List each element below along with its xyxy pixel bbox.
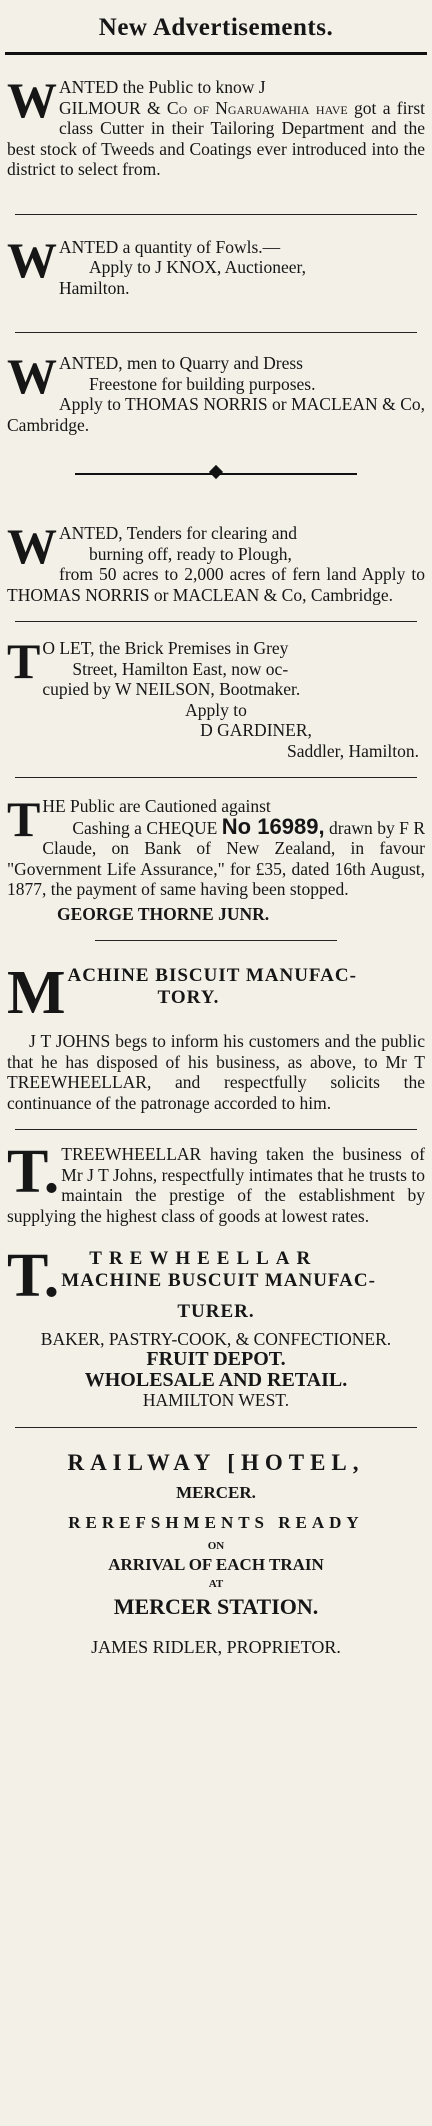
ad-line: ANTED a quantity of Fowls.— bbox=[59, 236, 281, 257]
ad-line: HE Public are Cautioned against bbox=[42, 796, 271, 816]
drop-cap: W bbox=[7, 518, 57, 574]
hotel-title: RAILWAY [HOTEL, bbox=[67, 1449, 365, 1475]
at-label: AT bbox=[208, 1577, 224, 1590]
on-label: ON bbox=[207, 1539, 225, 1552]
ad-body: drawn by F R Claude, on Bank of New Zealand, in favour "Government Life Assurance," for £35, dated 16th August, 1877, the payment of same having been stopped. bbox=[7, 817, 426, 899]
ad-heading: MACHINE BUSCUIT MANUFAC- bbox=[61, 1269, 376, 1291]
ad-line: Cashing a CHEQUE bbox=[72, 817, 218, 838]
fruit-depot: FRUIT DEPOT. bbox=[146, 1348, 286, 1370]
ad-fowls bbox=[5, 215, 427, 333]
ad-body: got a first class Cutter in their Tailoring Department and the best stock of Tweeds and Coatings ever introduced into the district to select from. bbox=[7, 97, 425, 179]
location: HAMILTON WEST. bbox=[142, 1390, 290, 1410]
ad-biscuit bbox=[5, 941, 427, 1242]
ad-line: ANTED the Public to know J bbox=[59, 77, 266, 97]
ad-hotel bbox=[5, 1428, 427, 1678]
ad-line: Apply to J KNOX, Auctioneer, bbox=[89, 257, 307, 277]
refreshments-line: REREFSHMENTS READY bbox=[68, 1512, 364, 1532]
drop-cap: M bbox=[7, 965, 66, 1019]
ad-paragraph: J T JOHNS begs to inform his customers and the public that he has disposed of his business, as above, to Mr T TREEWHEELLAR, and respectfully solicits the continuance of the patronage accorded to him. bbox=[7, 1031, 425, 1113]
drop-cap: W bbox=[7, 348, 57, 404]
ad-heading: ACHINE BISCUIT MANUFAC- bbox=[67, 965, 357, 986]
drop-cap: T bbox=[7, 633, 41, 689]
drop-cap: W bbox=[7, 72, 57, 128]
drop-cap: T. bbox=[7, 1248, 60, 1302]
ad-line: ANTED, Tenders for clearing and bbox=[59, 523, 298, 543]
ad-body: cupied by W NEILSON, Bootmaker. bbox=[42, 679, 301, 699]
contact-trade: Saddler, Hamilton. bbox=[287, 740, 419, 761]
ad-body: from 50 acres to 2,000 acres of fern land Apply to THOMAS NORRIS or MACLEAN & Co, Cambridge. bbox=[7, 564, 425, 605]
ad-body: Apply to THOMAS NORRIS or MACLEAN & Co, Cambridge. bbox=[7, 394, 425, 435]
diamond-ornament bbox=[209, 465, 223, 479]
ornament-rule bbox=[75, 467, 357, 481]
arrival-line: ARRIVAL OF EACH TRAIN bbox=[108, 1554, 324, 1574]
ad-body: Hamilton. bbox=[59, 277, 130, 298]
drop-cap: T. bbox=[7, 1138, 60, 1206]
ad-to-let bbox=[5, 622, 427, 777]
ad-gilmour bbox=[5, 55, 427, 196]
ad-line: O LET, the Brick Premises in Grey bbox=[42, 638, 289, 658]
contact-name: D GARDINER, bbox=[200, 720, 312, 740]
ad-line: GILMOUR & Co of Ngaruawahia have bbox=[59, 97, 348, 118]
ad-line: burning off, ready to Plough, bbox=[89, 543, 292, 564]
cheque-number: No 16989, bbox=[221, 813, 325, 839]
page-title: New Advertisements. bbox=[98, 14, 334, 41]
divider bbox=[15, 1129, 417, 1130]
ad-cheque bbox=[5, 778, 427, 940]
ad-tenders bbox=[5, 497, 427, 621]
drop-cap: T bbox=[7, 791, 41, 847]
ad-line: Freestone for building purposes. bbox=[89, 373, 316, 394]
ad-heading: TURER. bbox=[177, 1301, 255, 1322]
station-line: MERCER STATION. bbox=[113, 1593, 319, 1619]
proprietor-name: TREWHEELLAR bbox=[89, 1248, 318, 1269]
ad-heading: TORY. bbox=[157, 986, 220, 1008]
ad-line: ANTED, men to Quarry and Dress bbox=[59, 353, 303, 373]
apply-to: Apply to bbox=[185, 699, 247, 720]
ad-line: Street, Hamilton East, now oc- bbox=[72, 658, 289, 679]
ad-treewheellar bbox=[5, 1242, 427, 1427]
ad-quarry bbox=[5, 333, 427, 451]
signature: GEORGE THORNE JUNR. bbox=[57, 903, 270, 924]
proprietor-line: JAMES RIDLER, PROPRIETOR. bbox=[91, 1636, 341, 1657]
drop-cap: W bbox=[7, 231, 57, 288]
trades-line: BAKER, PASTRY-COOK, & CONFECTIONER. bbox=[40, 1328, 392, 1349]
ad-paragraph: TREEWHEELLAR having taken the business of Mr J T Johns, respectfully intimates that he trusts to maintain the prestige of the establishment by supplying the highest class of goods at lowest rates. bbox=[7, 1144, 425, 1226]
hotel-town: MERCER. bbox=[176, 1482, 256, 1502]
wholesale-retail: WHOLESALE AND RETAIL. bbox=[84, 1368, 348, 1391]
